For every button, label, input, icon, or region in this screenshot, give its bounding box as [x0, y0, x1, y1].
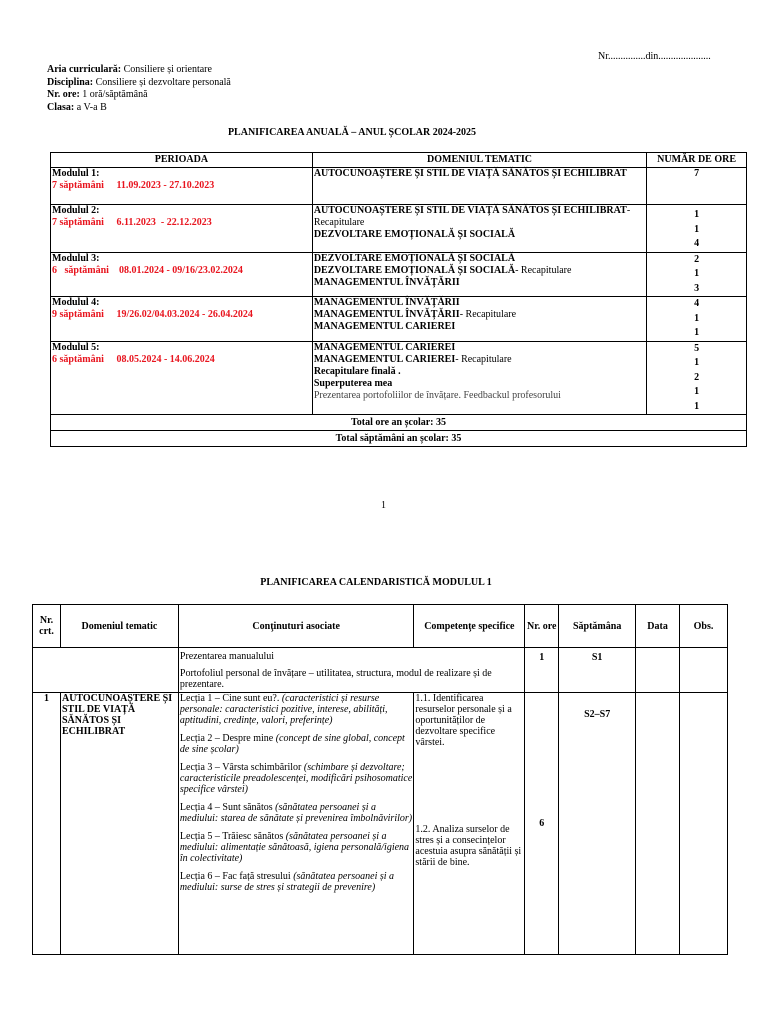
- module-hours: [647, 168, 747, 205]
- module-period: [51, 252, 313, 297]
- module-row: [51, 252, 747, 297]
- header-saptamana: Săptămâna: [559, 605, 636, 648]
- domain-title: DEZVOLTARE EMOȚIONALĂ ȘI SOCIALĂ: [313, 264, 516, 276]
- domain-note: - Recapitulare: [455, 353, 512, 365]
- lesson-item: [180, 871, 413, 893]
- module-hour-value: 1: [694, 357, 700, 368]
- domain-title: DEZVOLTARE EMOȚIONALĂ ȘI SOCIALĂ: [313, 229, 516, 240]
- module-hour-value: 1: [694, 312, 700, 324]
- domain-title: MANAGEMENTUL CARIEREI: [313, 341, 456, 353]
- header-nr-crt: Nr. crt.: [33, 605, 61, 648]
- module-domain-line: [314, 390, 645, 402]
- module-hour-value: 1: [694, 386, 700, 397]
- module-name: Modulul 2:: [52, 205, 100, 216]
- module-name: Modulul 3:: [52, 252, 100, 264]
- competence-1-2: 1.2. Analiza surselor de stres și a consecințelor acestuia asupra sănătății și stării de bine.: [415, 824, 522, 868]
- intro-line-2: Portofoliul personal de învățare – utilitatea, structura, modul de realizare și de prezentare.: [179, 668, 492, 690]
- aria-line: Aria curriculară: Consiliere și orientare: [47, 64, 212, 75]
- lesson-description: (sănătatea persoanei și a mediului: surse de stres și strategii de prevenire): [179, 871, 395, 893]
- row1-competente: [414, 693, 525, 955]
- module-name: Modulul 4:: [52, 297, 100, 308]
- page-number: 1: [381, 500, 386, 511]
- module-domain-line: [314, 277, 645, 289]
- row1-obs: [680, 693, 728, 955]
- intro-content: [178, 648, 524, 693]
- module-domain-line: [314, 297, 645, 309]
- module-dates: 7 săptămâni 11.09.2023 - 27.10.2023: [52, 180, 215, 191]
- lesson-item: [180, 693, 413, 726]
- module-domain-line: [314, 366, 645, 378]
- intro-row: [33, 648, 728, 693]
- domain-title: DEZVOLTARE EMOȚIONALĂ ȘI SOCIALĂ: [313, 252, 516, 264]
- lesson-item: [180, 733, 413, 755]
- lesson-title: Lecția 4 – Sunt sănătos: [179, 802, 276, 813]
- module-hours: [647, 341, 747, 415]
- competence-1-1: 1.1. Identificarea resurselor personale și a oportunităților de dezvoltare specifice vârstei.: [415, 693, 512, 748]
- total-hours-row: [51, 415, 747, 431]
- ore-line: Nr. ore: 1 oră/săptămână: [47, 89, 148, 100]
- header-numar-ore: NUMĂR DE ORE: [647, 153, 747, 168]
- document-number-line: Nr...............din.....................: [598, 51, 711, 62]
- intro-saptamana: S1: [559, 648, 636, 693]
- module-dates: 6 săptămâni 08.05.2024 - 14.06.2024: [52, 353, 215, 365]
- annual-plan-table: [50, 152, 747, 447]
- lesson-title: Lecția 1 – Cine sunt eu?.: [179, 693, 282, 704]
- lesson-item: [180, 762, 413, 795]
- module-domain-line: [314, 321, 645, 333]
- module-domain-line: [314, 205, 645, 229]
- domain-note: Prezentarea portofoliilor de învățare. Feedbackul profesorului: [313, 389, 561, 401]
- module-hour-value: 1: [694, 223, 700, 235]
- module-hours: [647, 252, 747, 297]
- lesson-title: Lecția 2 – Despre mine: [179, 733, 276, 744]
- lesson-row-1: [33, 693, 728, 955]
- module-hour-value: 3: [694, 282, 700, 294]
- domain-note: - Recapitulare: [313, 205, 631, 228]
- domain-title: AUTOCUNOAȘTERE ȘI STIL DE VIAȚĂ SĂNĂTOS ȘI ECHILIBRAT: [313, 168, 627, 179]
- header-domeniul-tematic: Domeniul tematic: [60, 605, 178, 648]
- module-domains: [312, 252, 646, 297]
- module-domains: [312, 205, 646, 253]
- module-hour-value: 1: [694, 327, 700, 338]
- module-hour-value: 5: [694, 342, 700, 354]
- module-hour-value: 1: [694, 268, 700, 279]
- lesson-description: (sănătatea persoanei și a mediului: starea de sănătate și prevenirea îmbolnăvirilor): [179, 802, 413, 824]
- domain-note: - Recapitulare: [459, 309, 517, 320]
- module-domain-line: [314, 342, 645, 354]
- lesson-title: Lecția 3 – Vârsta schimbărilor: [179, 762, 304, 773]
- lesson-title: Lecția 5 – Trăiesc sănătos: [179, 831, 286, 842]
- module-name: Modulul 5:: [52, 341, 100, 353]
- module-domain-line: [314, 309, 645, 321]
- module-dates: 7 săptămâni 6.11.2023 - 22.12.2023: [52, 217, 212, 228]
- intro-ore: 1: [525, 648, 559, 693]
- row1-saptamana: S2–S7: [559, 693, 636, 955]
- domain-title: MANAGEMENTUL CARIEREI: [313, 353, 456, 365]
- modules-body: [51, 168, 747, 415]
- domain-title: MANAGEMENTUL ÎNVĂȚĂRII: [313, 276, 460, 288]
- calendar-table-header: [33, 605, 728, 648]
- total-hours: Total ore an școlar: 35: [51, 415, 747, 431]
- module-dates: 9 săptămâni 19/26.02/04.03.2024 - 26.04.2024: [52, 309, 253, 320]
- module-domains: [312, 168, 646, 205]
- intro-line-1: Prezentarea manualului: [179, 651, 275, 662]
- module-row: [51, 341, 747, 415]
- module-hour-value: 1: [694, 400, 700, 412]
- header-nr-ore: Nr. ore: [525, 605, 559, 648]
- lesson-item: [180, 831, 413, 864]
- module-row: [51, 168, 747, 205]
- module-dates: 6 săptămâni 08.01.2024 - 09/16/23.02.2024: [52, 264, 243, 276]
- module-period: [51, 297, 313, 342]
- lesson-description: (schimbare și dezvoltare; caracteristicile preadolescenței, modificări psihosomatice specifice vârstei): [179, 762, 413, 795]
- module-hour-value: 7: [694, 168, 700, 179]
- intro-obs: [680, 648, 728, 693]
- total-weeks-row: [51, 431, 747, 447]
- header-obs: Obs.: [680, 605, 728, 648]
- row1-nr: 1: [33, 693, 61, 955]
- header-competente: Competenţe specifice: [414, 605, 525, 648]
- domain-note: - Recapitulare: [515, 264, 572, 276]
- module-period: [51, 168, 313, 205]
- module-name: Modulul 1:: [52, 168, 100, 179]
- calendar-plan-table: [32, 604, 728, 955]
- module-period: [51, 341, 313, 415]
- intro-data: [636, 648, 680, 693]
- module-hour-value: 4: [694, 298, 700, 309]
- disciplina-line: Disciplina: Consiliere și dezvoltare personală: [47, 76, 231, 88]
- row1-lessons: [178, 693, 414, 955]
- header-perioada: PERIOADA: [51, 153, 313, 168]
- lesson-description: (concept de sine global, concept de sine școlar): [179, 733, 405, 755]
- total-weeks: Total săptămâni an școlar: 35: [51, 431, 747, 447]
- document-header: [47, 64, 231, 114]
- module-hours: [647, 297, 747, 342]
- module-period: [51, 205, 313, 253]
- lesson-item: [180, 802, 413, 824]
- module-hour-value: 2: [694, 253, 700, 265]
- domain-title: MANAGEMENTUL ÎNVĂȚĂRII: [313, 309, 460, 320]
- annual-title: PLANIFICAREA ANUALĂ – ANUL ȘCOLAR 2024-2025: [227, 127, 477, 138]
- lesson-description: (caracteristici și resurse personale: caracteristici pozitive, interese, abilități, aptitudini, credințe, valori, preferințe): [179, 693, 388, 726]
- module-domains: [312, 297, 646, 342]
- module-hour-value: 1: [694, 209, 700, 220]
- header-domeniul: DOMENIUL TEMATIC: [312, 153, 646, 168]
- module-domains: [312, 341, 646, 415]
- annual-table-header: [51, 153, 747, 168]
- clasa-line: Clasa: a V-a B: [47, 101, 107, 113]
- lesson-description: (sănătatea persoanei și a mediului: alimentație sănătoasă, igiena personală/igiena în colectivitate): [179, 831, 410, 864]
- header-data: Data: [636, 605, 680, 648]
- domain-title: MANAGEMENTUL ÎNVĂȚĂRII: [313, 297, 460, 308]
- module-hour-value: 4: [694, 238, 700, 249]
- module-hours: [647, 205, 747, 253]
- domain-title: Superputerea mea: [313, 377, 393, 389]
- header-continuturi: Conţinuturi asociate: [178, 605, 414, 648]
- module-domain-line: [314, 378, 645, 390]
- domain-title: MANAGEMENTUL CARIEREI: [313, 321, 456, 332]
- intro-empty-cell: [33, 648, 179, 693]
- domain-title: Recapitulare finală .: [313, 365, 401, 377]
- domain-title: AUTOCUNOAȘTERE ȘI STIL DE VIAȚĂ SĂNĂTOS ȘI ECHILIBRAT: [313, 205, 627, 216]
- module-domain-line: [314, 265, 645, 277]
- row1-ore: 6: [525, 693, 559, 955]
- module-hour-value: 2: [694, 371, 700, 383]
- module-row: [51, 205, 747, 253]
- row1-data: [636, 693, 680, 955]
- lesson-title: Lecția 6 – Fac față stresului: [179, 871, 294, 882]
- row1-domeniu: AUTOCUNOAȘTERE ȘI STIL DE VIAȚĂ SĂNĂTOS ȘI ECHILIBRAT: [60, 693, 178, 955]
- module-domain-line: [314, 354, 645, 366]
- module-row: [51, 297, 747, 342]
- module-domain-line: [314, 229, 645, 241]
- module-domain-line: [314, 253, 645, 265]
- module-domain-line: [314, 168, 645, 180]
- calendar-title: PLANIFICAREA CALENDARISTICĂ MODULUL 1: [260, 577, 492, 588]
